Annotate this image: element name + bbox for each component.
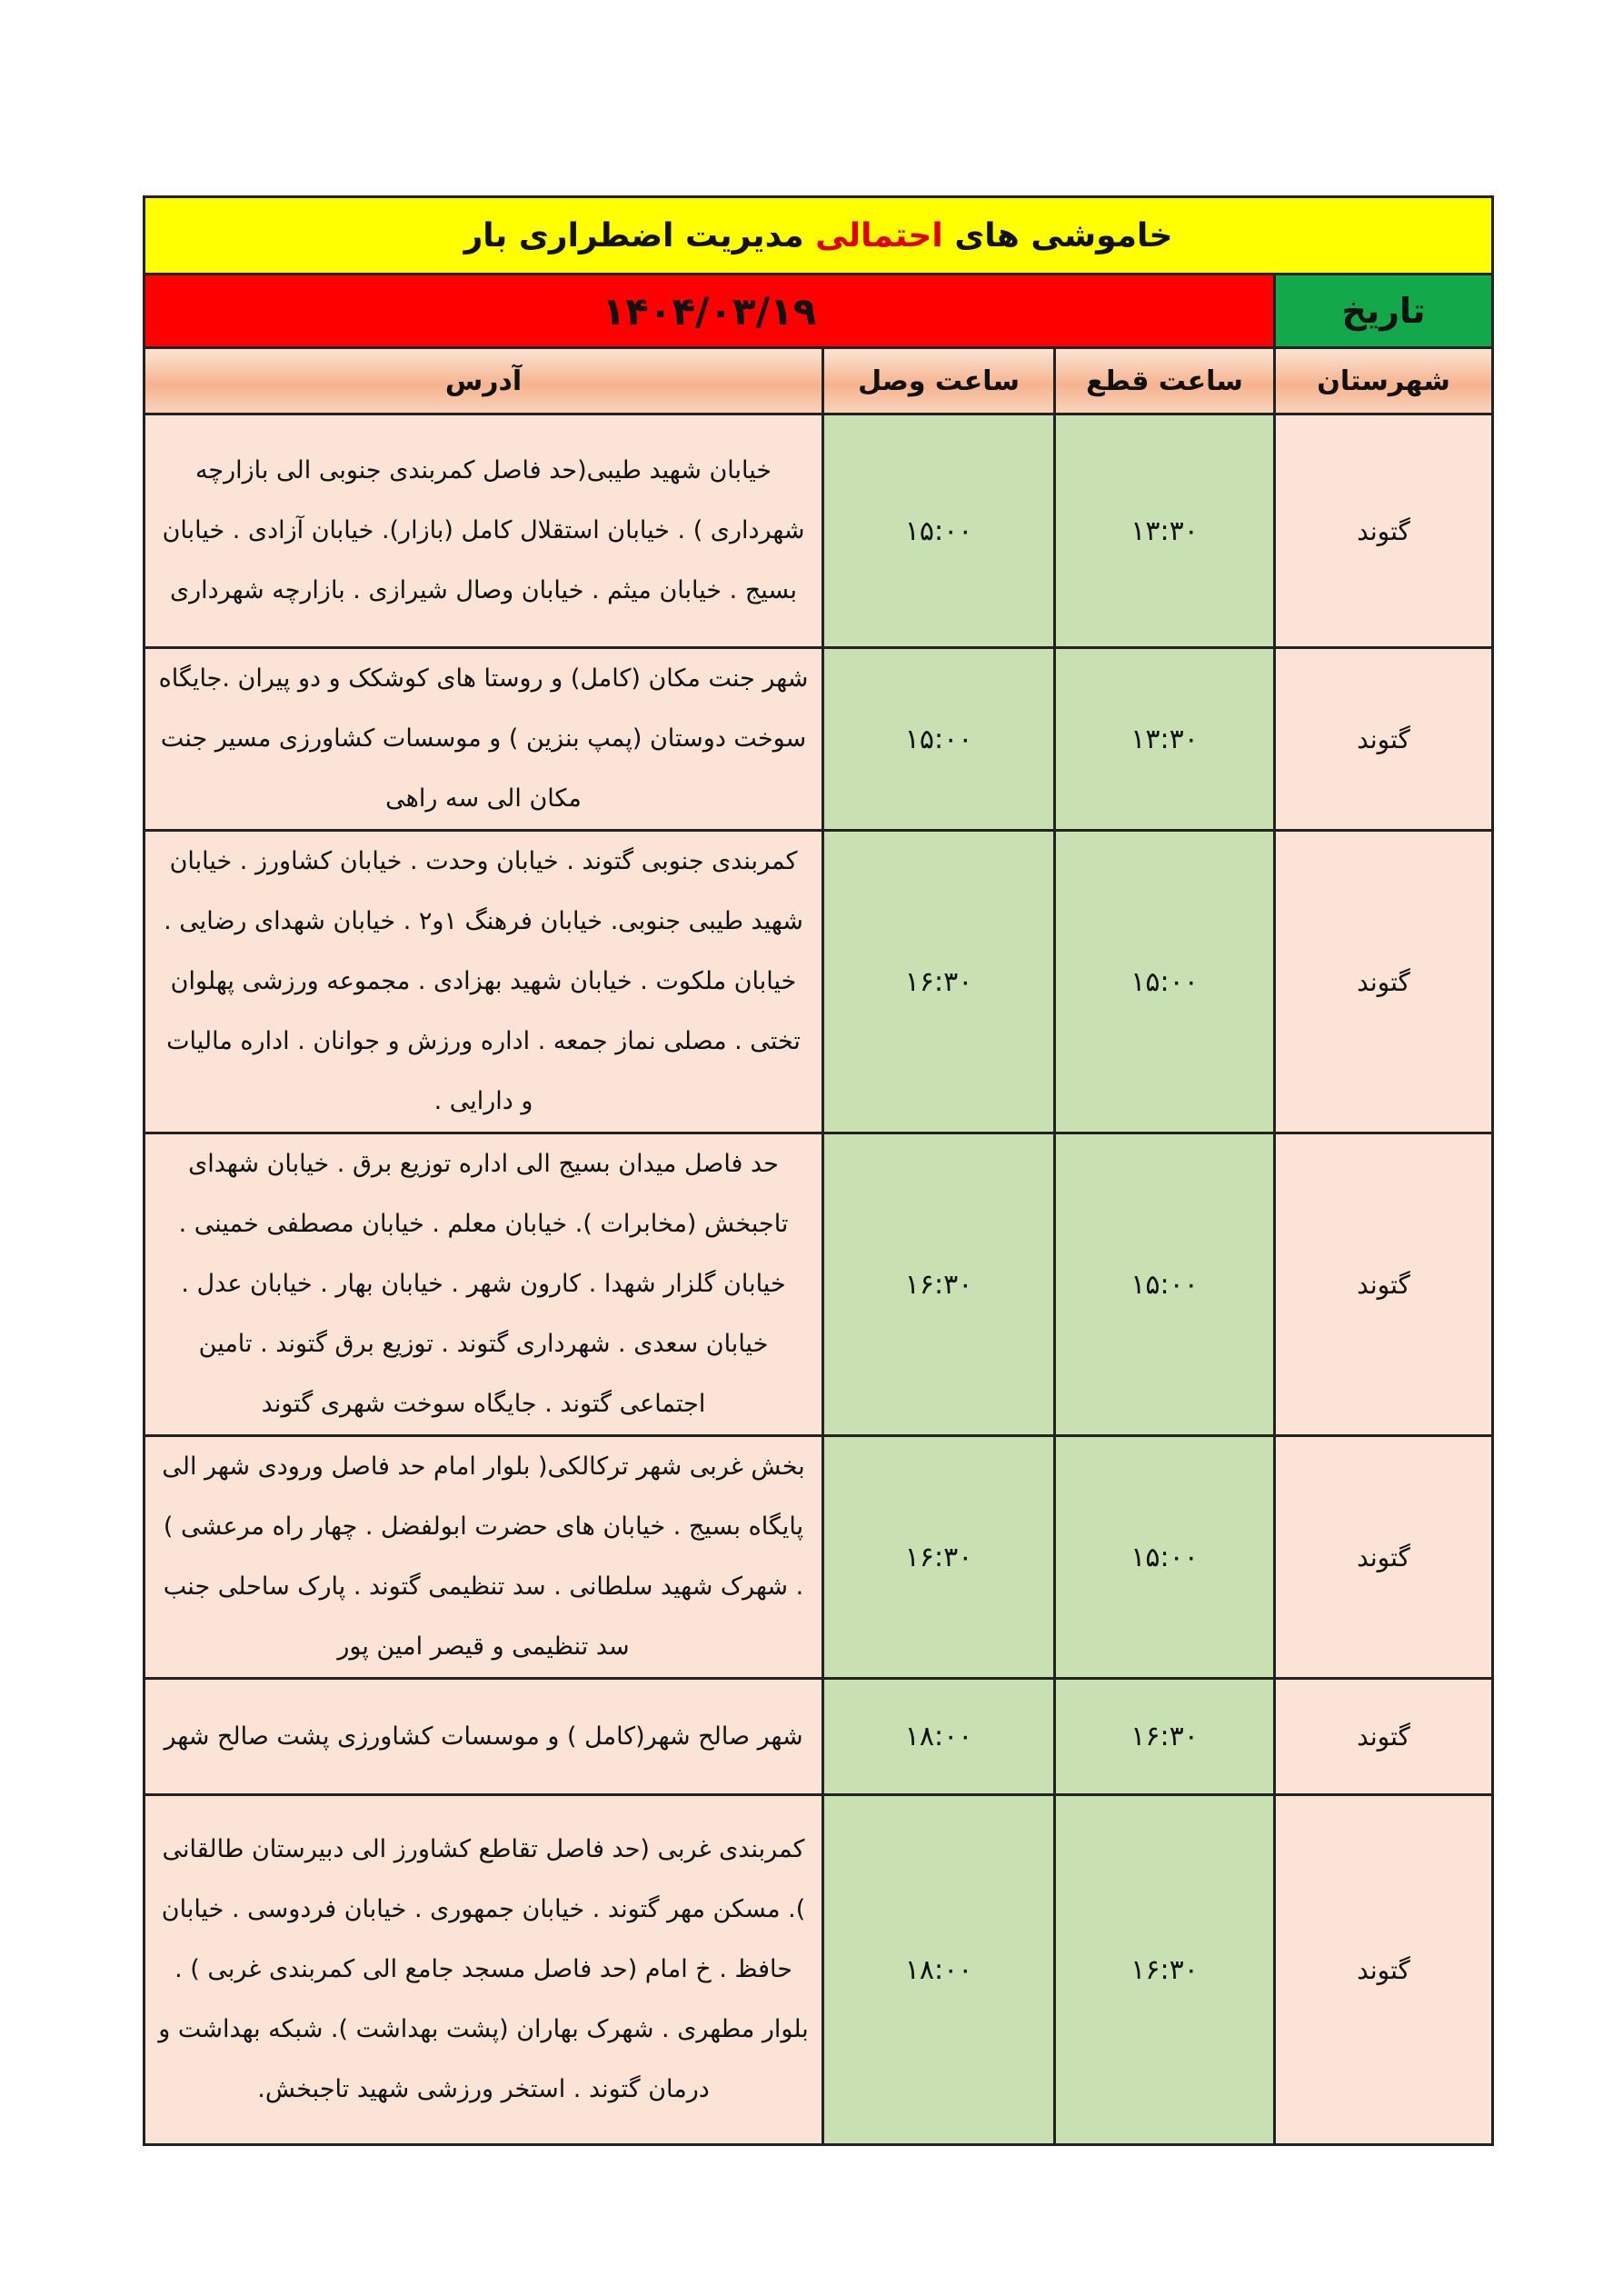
cut-time-cell: ۱۶:۳۰ <box>1055 1679 1275 1795</box>
header-city: شهرستان <box>1275 348 1493 414</box>
table-row <box>144 831 1493 1133</box>
address-cell: خیابان شهید طیبی(حد فاصل کمربندی جنوبی الی بازارچه شهرداری ) . خیابان استقلال کامل (بازار). خیابان آزادی . خیابان بسیج . خیابان میثم . خیابان وصال شیرازی . بازارچه شهرداری <box>144 414 823 648</box>
header-cut-time: ساعت قطع <box>1055 348 1275 414</box>
table-row <box>144 1679 1493 1795</box>
table-row <box>144 1795 1493 2145</box>
date-value: ۱۴۰۴/۰۳/۱۹ <box>144 275 1275 348</box>
address-cell: بخش غربی شهر ترکالکی( بلوار امام حد فاصل ورودی شهر الی پایگاه بسیج . خیابان های حضرت ابولفضل . چهار راه مرعشی ) . شهرک شهید سلطانی . سد تنظیمی گتوند . پارک ساحلی جنب سد تنظیمی و قیصر امین پور <box>144 1436 823 1679</box>
title-row <box>144 197 1493 275</box>
title-part1: خاموشی های <box>942 216 1173 255</box>
outage-schedule-sheet <box>143 195 1491 2146</box>
connect-time-cell: ۱۸:۰۰ <box>823 1795 1055 2145</box>
city-cell: گتوند <box>1275 1679 1493 1795</box>
city-cell: گتوند <box>1275 831 1493 1133</box>
table-row <box>144 1436 1493 1679</box>
connect-time-cell: ۱۶:۳۰ <box>823 1133 1055 1436</box>
connect-time-cell: ۱۵:۰۰ <box>823 648 1055 831</box>
cut-time-cell: ۱۳:۳۰ <box>1055 648 1275 831</box>
header-connect-time: ساعت وصل <box>823 348 1055 414</box>
table-row <box>144 648 1493 831</box>
title-highlight: احتمالی <box>815 216 943 255</box>
city-cell: گتوند <box>1275 1795 1493 2145</box>
table-row <box>144 414 1493 648</box>
title-part2: مدیریت اضطراری بار <box>463 216 816 255</box>
connect-time-cell: ۱۸:۰۰ <box>823 1679 1055 1795</box>
address-cell: شهر جنت مکان (کامل) و روستا های کوشکک و دو پیران .جایگاه سوخت دوستان (پمپ بنزین ) و موسسات کشاورزی مسیر جنت مکان الی سه راهی <box>144 648 823 831</box>
date-label: تاریخ <box>1275 275 1493 348</box>
cut-time-cell: ۱۳:۳۰ <box>1055 414 1275 648</box>
address-cell: کمربندی غربی (حد فاصل تقاطع کشاورز الی دبیرستان طالقانی ). مسکن مهر گتوند . خیابان جمهوری . خیابان فردوسی . خیابان حافظ . خ امام (حد فاصل مسجد جامع الی کمربندی غربی ) . بلوار مطهری . شهرک بهاران (پشت بهداشت ). شبکه بهداشت و درمان گتوند . استخر ورزشی شهید تاجبخش. <box>144 1795 823 2145</box>
table-row <box>144 1133 1493 1436</box>
city-cell: گتوند <box>1275 1436 1493 1679</box>
city-cell: گتوند <box>1275 1133 1493 1436</box>
outage-table <box>143 195 1494 2146</box>
city-cell: گتوند <box>1275 414 1493 648</box>
date-row <box>144 275 1493 348</box>
address-cell: کمربندی جنوبی گتوند . خیابان وحدت . خیابان کشاورز . خیابان شهید طیبی جنوبی. خیابان فرهنگ ۱و۲ . خیابان شهدای رضایی . خیابان ملکوت . خیابان شهید بهزادی . مجموعه ورزشی پهلوان تختی . مصلی نماز جمعه . اداره ورزش و جوانان . اداره مالیات و دارایی . <box>144 831 823 1133</box>
city-cell: گتوند <box>1275 648 1493 831</box>
header-row <box>144 348 1493 414</box>
cut-time-cell: ۱۵:۰۰ <box>1055 1436 1275 1679</box>
page-title <box>144 197 1493 275</box>
cut-time-cell: ۱۵:۰۰ <box>1055 831 1275 1133</box>
connect-time-cell: ۱۶:۳۰ <box>823 831 1055 1133</box>
address-cell: شهر صالح شهر(کامل ) و موسسات کشاورزی پشت صالح شهر <box>144 1679 823 1795</box>
cut-time-cell: ۱۵:۰۰ <box>1055 1133 1275 1436</box>
connect-time-cell: ۱۵:۰۰ <box>823 414 1055 648</box>
cut-time-cell: ۱۶:۳۰ <box>1055 1795 1275 2145</box>
header-address: آدرس <box>144 348 823 414</box>
address-cell: حد فاصل میدان بسیج الی اداره توزیع برق . خیابان شهدای تاجبخش (مخابرات ). خیابان معلم . خیابان مصطفی خمینی . خیابان گلزار شهدا . کارون شهر . خیابان بهار . خیابان عدل . خیابان سعدی . شهرداری گتوند . توزیع برق گتوند . تامین اجتماعی گتوند . جایگاه سوخت شهری گتوند <box>144 1133 823 1436</box>
connect-time-cell: ۱۶:۳۰ <box>823 1436 1055 1679</box>
